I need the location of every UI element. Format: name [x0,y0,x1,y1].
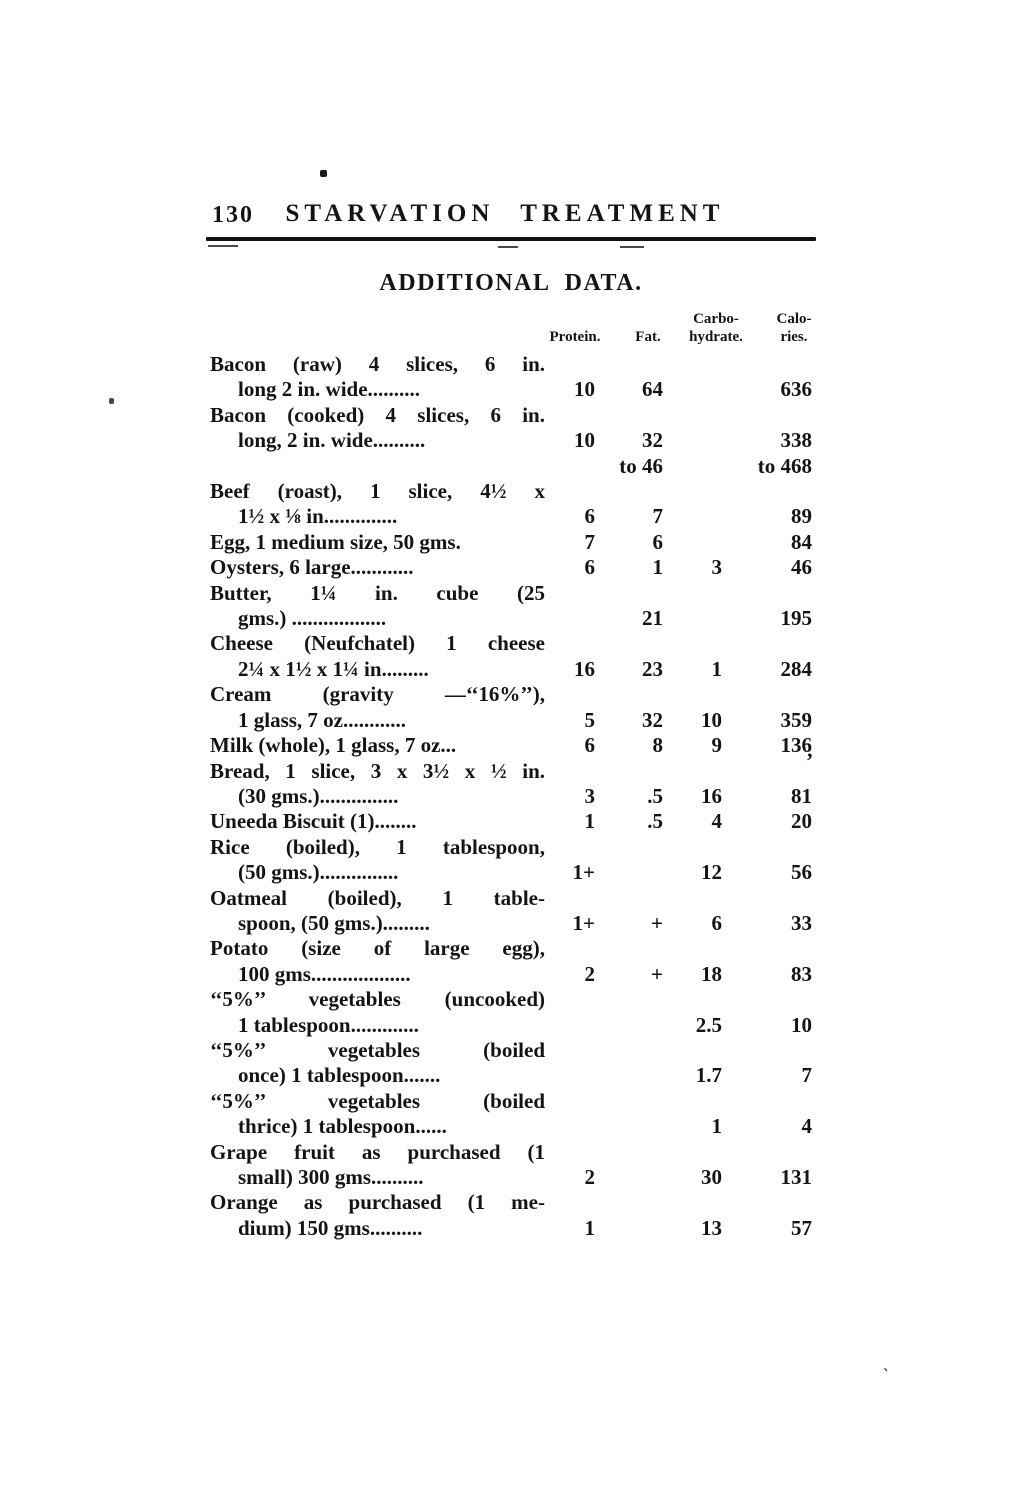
fat-value: .5 [647,809,663,834]
column-header-label: Calo- [776,311,812,327]
calories-value: 33 [791,910,812,935]
protein-value: 6 [584,733,595,758]
calories-value: 195 [780,606,812,631]
table-row [210,631,812,682]
column-header-carbohydrate [681,311,751,346]
food-label-line: Oysters, 6 large............ [210,555,414,580]
header-rule-artifact [620,246,644,248]
fat-value: 7 [652,504,663,529]
table-row [210,352,812,403]
table-row [210,403,812,454]
food-label [210,352,545,403]
calories-value: to 468 [757,453,812,478]
food-label [210,886,545,937]
food-label [210,581,545,632]
food-label [210,835,545,886]
calories-value: 338 [780,428,812,453]
table-row [210,809,812,834]
fat-value: 32 [642,428,663,453]
column-header-label: Protein. [549,329,601,345]
carbohydrate-value: 18 [701,961,722,986]
carbohydrate-value: 1 [711,656,722,681]
calories-value: 81 [791,783,812,808]
food-label [210,1089,545,1140]
carbohydrate-value: 9 [711,733,722,758]
table-row [210,936,812,987]
carbohydrate-value: 3 [711,555,722,580]
food-label-line: Cheese (Neufchatel) 1 cheese [210,631,545,656]
food-label-line: Orange as purchased (1 me- [210,1190,545,1215]
calories-value: 284 [780,656,812,681]
food-label [210,936,545,987]
food-label-line: Cream (gravity —‘‘16%’’), [210,682,545,707]
food-label-line: 1 glass, 7 oz............ [238,707,406,732]
food-label [210,759,545,810]
food-label-line: ‘‘5%’’ vegetables (uncooked) [210,987,545,1012]
calories-value: 46 [791,555,812,580]
food-label-line: gms.) .................. [238,606,387,631]
food-label-line: 1½ x ⅛ in.............. [238,504,398,529]
food-label [210,809,545,834]
food-label [210,1140,545,1191]
fat-value: 32 [642,707,663,732]
column-header-label: ries. [780,328,808,345]
food-label-line: long, 2 in. wide.......... [238,428,426,453]
protein-value: 10 [574,377,595,402]
protein-value: 1 [584,809,595,834]
carbohydrate-value: 10 [701,707,722,732]
food-label-line: Beef (roast), 1 slice, 4½ x [210,479,545,504]
stray-comma-mark: ’ [806,748,814,773]
protein-value: 1 [584,1215,595,1240]
header-rule [206,237,816,241]
food-label-line: 100 gms................... [238,961,411,986]
fat-value: + [651,910,663,935]
protein-value: 16 [574,656,595,681]
calories-value: 20 [791,809,812,834]
food-label [210,1038,545,1089]
column-header-label: Fat. [635,329,661,345]
carbohydrate-value: 12 [701,860,722,885]
table-row [210,479,812,530]
calories-value: 56 [791,860,812,885]
table-row [210,886,812,937]
calories-value: 83 [791,961,812,986]
food-label-line: once) 1 tablespoon....... [238,1063,441,1088]
food-label [210,1190,545,1241]
food-label [210,555,545,580]
table-row [210,1140,812,1191]
food-label-line: dium) 150 gms.......... [238,1215,423,1240]
scan-speck [109,398,114,404]
fat-value: 6 [652,529,663,554]
food-label [210,403,545,454]
carbohydrate-value: 1 [711,1114,722,1139]
table-row [210,1038,812,1089]
column-header-protein [540,329,610,347]
food-label-line: Milk (whole), 1 glass, 7 oz... [210,733,457,758]
calories-value: 7 [801,1063,812,1088]
calories-value: 359 [780,707,812,732]
food-label-line: spoon, (50 gms.)......... [238,910,430,935]
column-header-label: hydrate. [689,328,743,345]
calories-value: 636 [780,377,812,402]
protein-value: 1+ [572,910,595,935]
food-label-line: Uneeda Biscuit (1)........ [210,809,417,834]
table-row [210,530,812,555]
fat-value: 21 [642,606,663,631]
calories-value: 136 [780,733,812,758]
food-label-line: long 2 in. wide.......... [238,377,421,402]
protein-value: 5 [584,707,595,732]
protein-value: 7 [584,529,595,554]
food-label-line: (50 gms.)............... [238,860,399,885]
food-label-line: 1 tablespoon............. [238,1012,419,1037]
protein-value: 10 [574,428,595,453]
food-label-line: Egg, 1 medium size, 50 gms. [210,529,461,554]
food-label-line: (30 gms.)............... [238,783,399,808]
food-label-line: Rice (boiled), 1 tablespoon, [210,834,545,859]
header-rule-artifact [208,245,238,247]
protein-value: 6 [584,504,595,529]
food-table [210,352,812,1241]
food-label-line: ‘‘5%’’ vegetables (boiled [210,1037,545,1062]
food-label [210,479,545,530]
fat-value: 64 [642,377,663,402]
calories-value: 10 [791,1012,812,1037]
fat-value: + [651,961,663,986]
carbohydrate-value: 1.7 [695,1063,722,1088]
carbohydrate-value: 30 [701,1165,722,1189]
food-label-line: thrice) 1 tablespoon...... [238,1114,447,1139]
food-label-line: Bacon (cooked) 4 slices, 6 in. [210,402,545,427]
protein-value: 2 [584,961,595,986]
protein-value: 6 [584,555,595,580]
food-label-line: Potato (size of large egg), [210,936,545,961]
table-row [210,987,812,1038]
food-label-line: small) 300 gms.......... [238,1165,424,1189]
table-row [210,835,812,886]
food-label [210,530,545,555]
food-label-line: Oatmeal (boiled), 1 table- [210,885,545,910]
carbohydrate-value: 4 [711,809,722,834]
table-row [210,759,812,810]
calories-value: 57 [791,1215,812,1240]
table-row [210,682,812,733]
protein-value: 3 [584,783,595,808]
table-row [210,555,812,580]
food-label-line: Grape fruit as purchased (1 [210,1139,545,1164]
fat-value: 1 [652,555,663,580]
table-row [210,1089,812,1140]
table-row [210,1190,812,1241]
calories-value: 89 [791,504,812,529]
protein-value: 1+ [572,860,595,885]
fat-value: 23 [642,656,663,681]
header-rule-artifact [498,246,518,248]
fat-value: 8 [652,733,663,758]
fat-value: to 46 [619,453,663,478]
column-header-fat [628,329,668,347]
running-title: STARVATION TREATMENT [285,200,725,227]
food-label [210,987,545,1038]
column-header-label: Carbo- [693,311,739,327]
protein-value: 2 [584,1165,595,1189]
stray-grave-mark: ` [880,1364,890,1386]
carbohydrate-value: 16 [701,783,722,808]
calories-value: 84 [791,529,812,554]
food-label [210,631,545,682]
calories-value: 131 [780,1165,812,1189]
food-label [210,682,545,733]
food-label-line: Bread, 1 slice, 3 x 3½ x ½ in. [210,758,545,783]
table-row [210,581,812,632]
carbohydrate-value: 13 [701,1215,722,1240]
scan-speck [320,170,327,177]
calories-value: 4 [801,1114,812,1139]
fat-value: .5 [647,783,663,808]
carbohydrate-value: 6 [711,910,722,935]
column-header-calories [768,311,820,346]
food-label [210,733,545,758]
food-label-line: Butter, 1¼ in. cube (25 [210,580,545,605]
section-title: ADDITIONAL DATA. [379,270,643,296]
page-number: 130 [212,202,254,228]
food-label-line: 2¼ x 1½ x 1¼ in......... [238,656,429,681]
carbohydrate-value: 2.5 [695,1012,722,1037]
table-row [210,733,812,758]
table-row [210,454,812,479]
food-label-line: ‘‘5%’’ vegetables (boiled [210,1088,545,1113]
food-label-line: Bacon (raw) 4 slices, 6 in. [210,352,545,376]
